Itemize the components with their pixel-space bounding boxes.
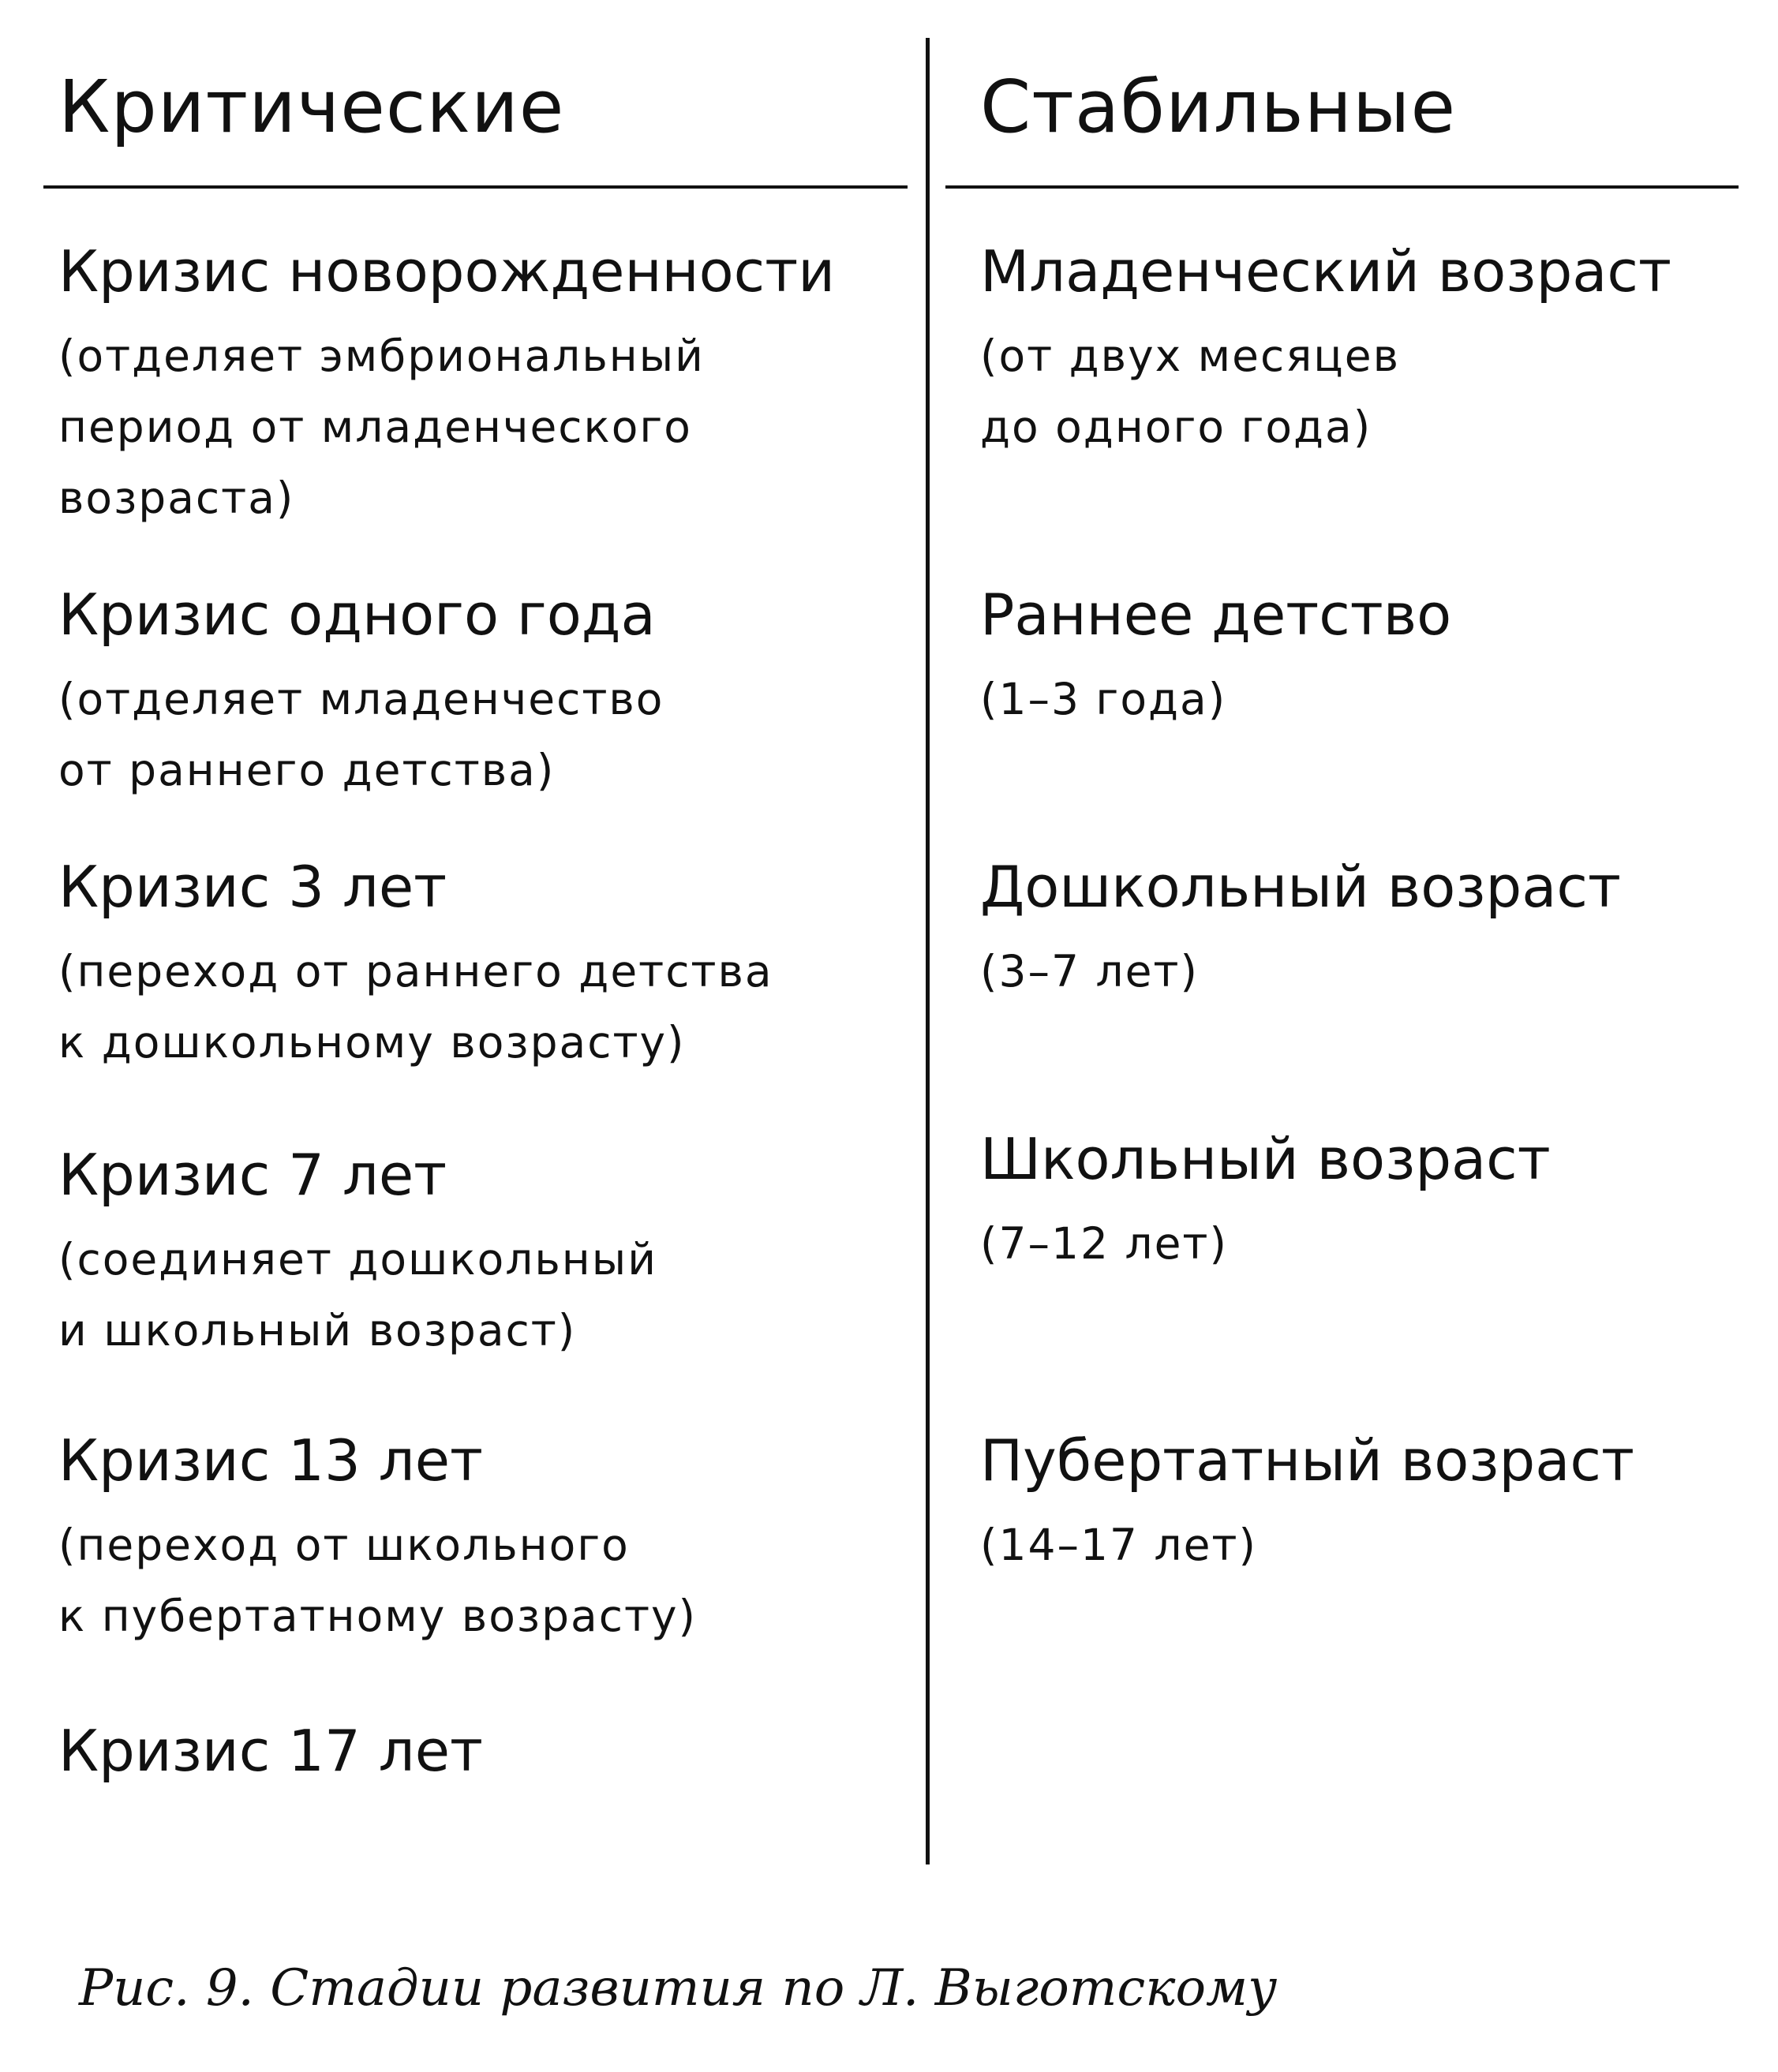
- critical-entry-17-years: [58, 1720, 483, 1782]
- stable-entry-title: Дошкольный возраст: [980, 854, 1621, 920]
- critical-entry-newborn: [58, 238, 835, 533]
- critical-entry-7-years: [58, 1144, 657, 1366]
- stable-entry-school: [980, 1128, 1551, 1279]
- critical-entry-note: (переход от раннего детства к дошкольному возрасту): [58, 946, 773, 1068]
- critical-entry-note: (переход от школьного к пубертатному возрасту): [58, 1520, 698, 1642]
- stable-entry-title: Младенческий возраст: [980, 238, 1671, 305]
- stable-entry-puberty: [980, 1427, 1634, 1580]
- stable-entry-title: Раннее детство: [980, 582, 1452, 648]
- header-underline-left: [43, 185, 908, 189]
- stable-entry-note: (14–17 лет): [980, 1520, 1257, 1571]
- stable-entry-note: (3–7 лет): [980, 946, 1199, 997]
- stable-entry-title: Школьный возраст: [980, 1126, 1551, 1192]
- critical-entry-3-years: [58, 856, 773, 1078]
- stable-entry-preschool: [980, 856, 1621, 1007]
- critical-entry-note: (отделяет младенчество от раннего детства): [58, 674, 664, 796]
- critical-entry-title: Кризис 7 лет: [58, 1142, 447, 1208]
- stable-entry-note: (от двух месяцев до одного года): [980, 331, 1400, 453]
- critical-entry-title: Кризис 3 лет: [58, 854, 447, 920]
- figure-caption: Рис. 9. Стадии развития по Л. Выготскому: [79, 1959, 1278, 2018]
- header-underline-right: [945, 185, 1739, 189]
- critical-entry-title: Кризис 13 лет: [58, 1427, 483, 1494]
- critical-entry-title: Кризис 17 лет: [58, 1718, 483, 1784]
- critical-entry-title: Кризис одного года: [58, 582, 656, 648]
- column-divider: [926, 38, 930, 1864]
- header-critical: Критические: [58, 65, 565, 149]
- stable-entry-infancy: [980, 238, 1671, 462]
- stable-entry-early-childhood: [980, 584, 1451, 735]
- stable-entry-note: (1–3 года): [980, 674, 1227, 725]
- critical-entry-note: (отделяет эмбриональный период от младенческого возраста): [58, 331, 705, 524]
- critical-entry-note: (соединяет дошкольный и школьный возраст): [58, 1234, 657, 1356]
- critical-entry-title: Кризис новорожденности: [58, 238, 835, 305]
- critical-entry-one-year: [58, 584, 664, 806]
- stable-entry-note: (7–12 лет): [980, 1218, 1228, 1270]
- critical-entry-13-years: [58, 1427, 698, 1651]
- stable-entry-title: Пубертатный возраст: [980, 1427, 1634, 1494]
- header-stable: Стабильные: [980, 65, 1457, 149]
